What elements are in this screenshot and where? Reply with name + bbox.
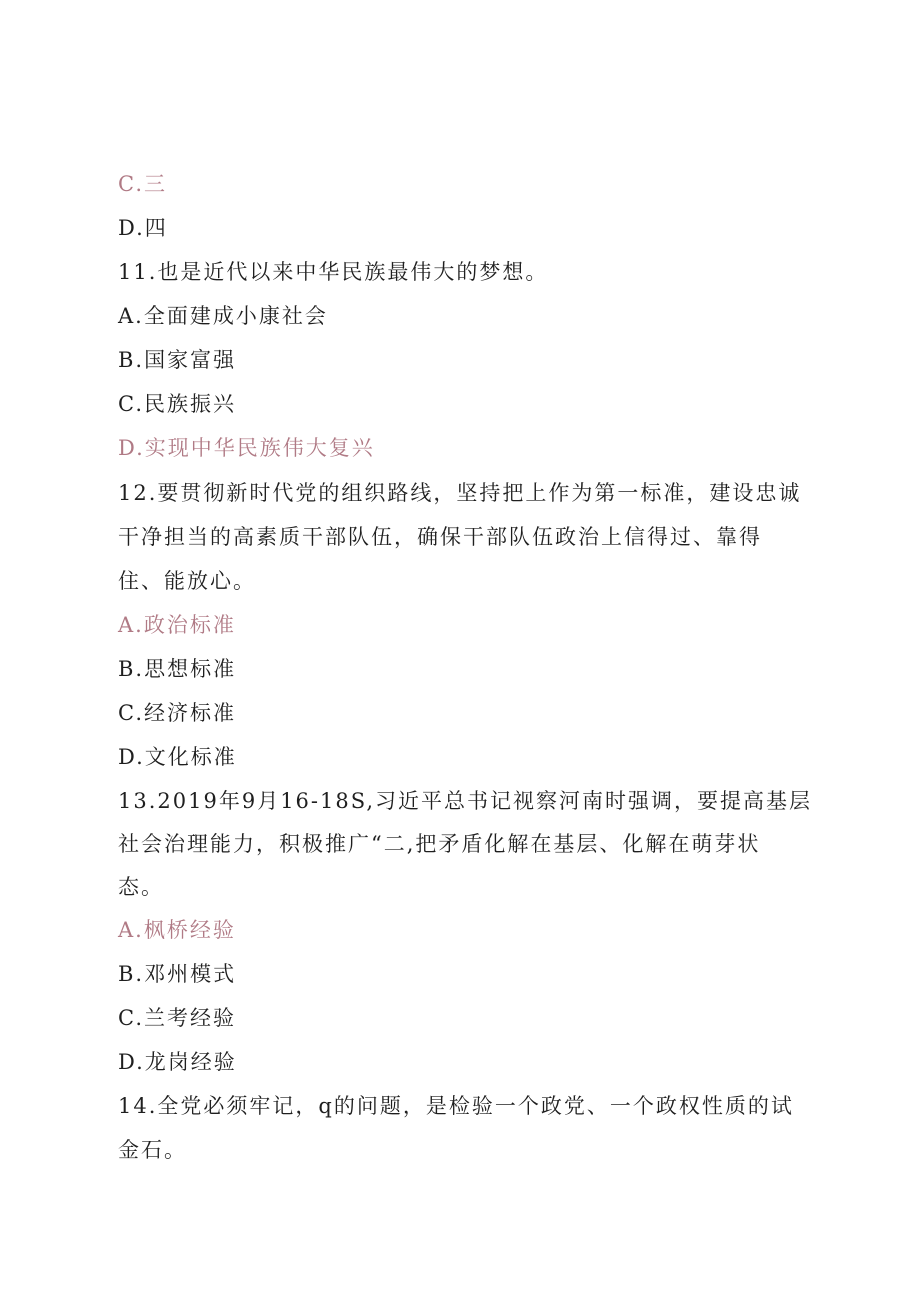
question-12-line-2: 干净担当的高素质干部队伍，确保干部队伍政治上信得过、靠得 — [118, 525, 762, 549]
question-11: 11.也是近代以来中华民族最伟大的梦想。 — [118, 260, 549, 284]
question-13-line-1: 13.2019年9月16-18S,习近平总书记视察河南时强调，要提高基层 — [118, 789, 813, 813]
q11-option-b: B.国家富强 — [118, 348, 237, 372]
q12-option-d: D.文化标准 — [118, 745, 237, 769]
question-13-line-3: 态。 — [118, 875, 164, 899]
q12-option-b: B.思想标准 — [118, 657, 237, 681]
q13-option-d: D.龙岗经验 — [118, 1050, 237, 1074]
q11-option-d: D.实现中华民族伟大复兴 — [118, 436, 375, 460]
question-13-line-2: 社会治理能力，积极推广“二,把矛盾化解在基层、化解在萌芽状 — [118, 832, 761, 856]
q12-option-c: C.经济标准 — [118, 701, 236, 725]
q13-option-b: B.邓州模式 — [118, 962, 237, 986]
question-14-line-1: 14.全党必须牢记，q的问题，是检验一个政党、一个政权性质的试 — [118, 1094, 794, 1118]
question-12-line-3: 住、能放心。 — [118, 569, 256, 593]
question-14-line-2: 金石。 — [118, 1138, 187, 1162]
q12-option-a: A.政治标准 — [118, 613, 236, 637]
option-d-si: D.四 — [118, 216, 168, 240]
q13-option-a: A.枫桥经验 — [118, 918, 236, 942]
q11-option-a: A.全面建成小康社会 — [118, 304, 328, 328]
option-c-san: C.三 — [118, 172, 167, 196]
question-12-line-1: 12.要贯彻新时代党的组织路线，坚持把上作为第一标准，建设忠诚 — [118, 481, 802, 505]
q13-option-c: C.兰考经验 — [118, 1006, 236, 1030]
q11-option-c: C.民族振兴 — [118, 392, 236, 416]
